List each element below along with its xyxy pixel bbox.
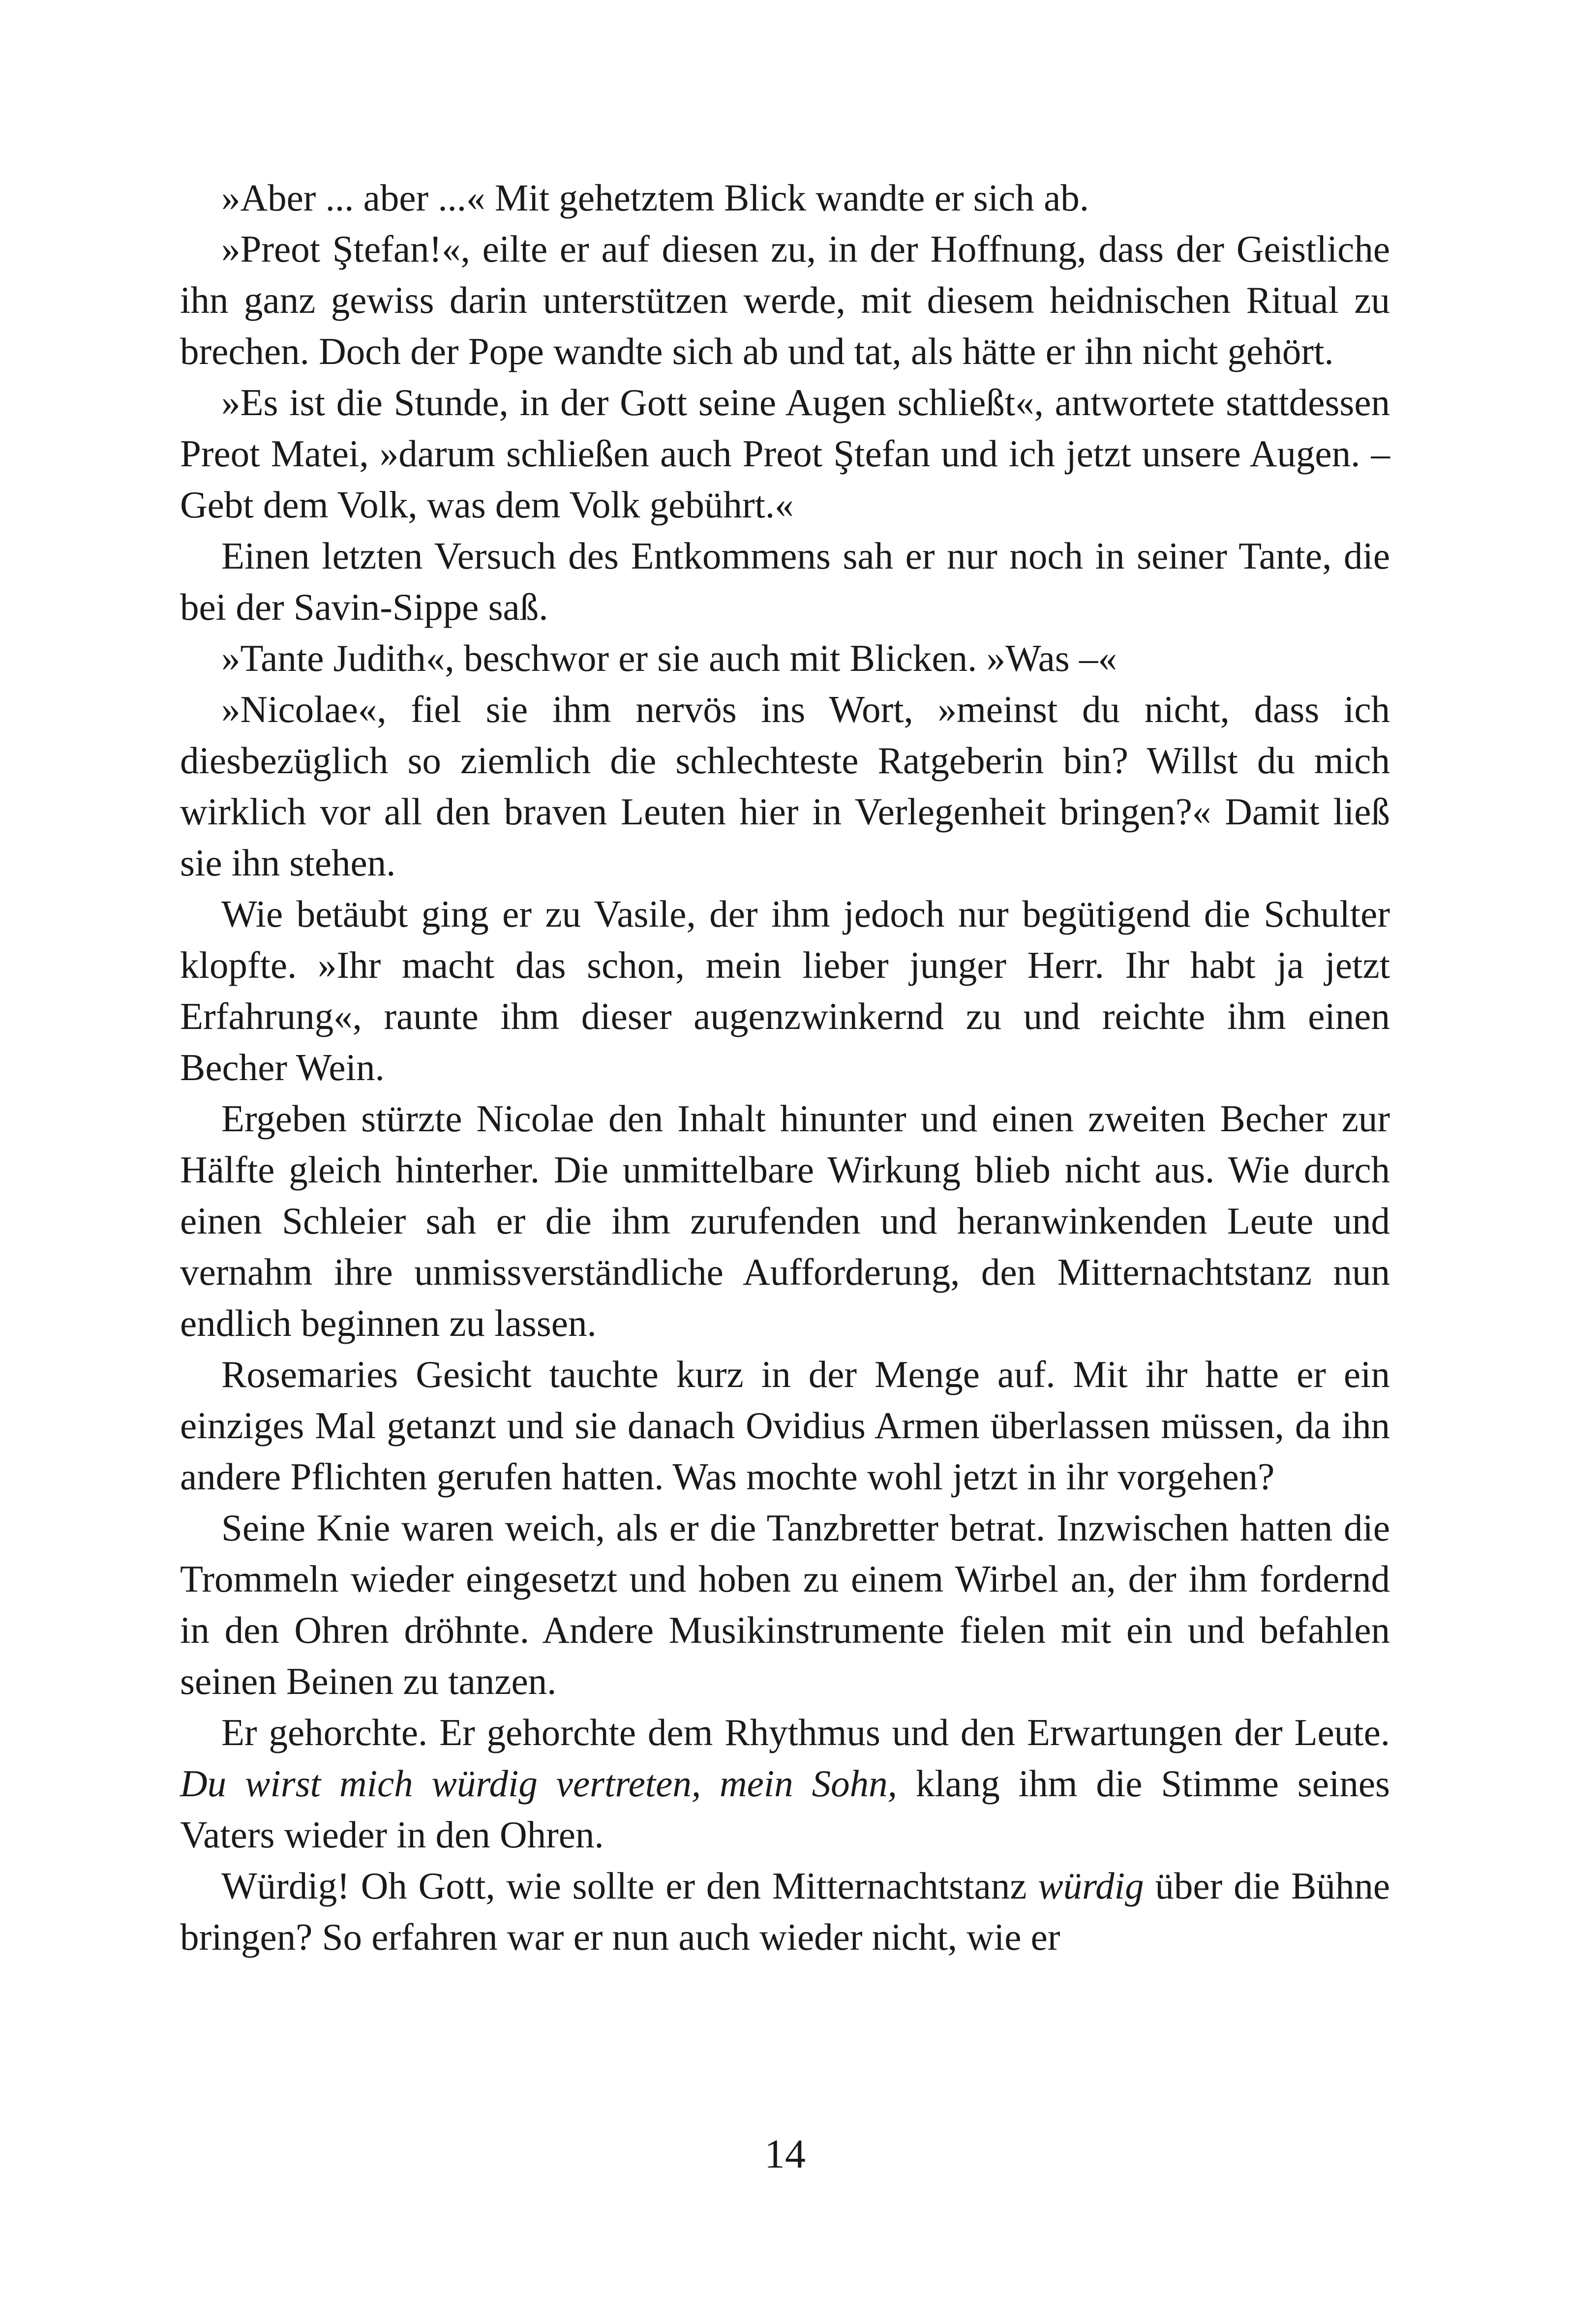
body-text [180, 172, 1390, 1962]
paragraph: »Aber ... aber ...« Mit gehetztem Blick wandte er sich ab. [221, 177, 1089, 219]
paragraph [180, 1860, 1390, 1962]
paragraph: »Nicolae«, fiel sie ihm nervös ins Wort, »meinst du nicht, dass ich diesbezüglich so ziemlich die schlechteste Ratgeberin bin? Willst du mich wirklich vor all den braven Leuten hier in Verlegenheit bringen?« Damit ließ sie ihn stehen. [180, 688, 1390, 884]
paragraph: Ergeben stürzte Nicolae den Inhalt hinunter und einen zweiten Becher zur Hälfte gleich hinterher. Die unmittelbare Wirkung blieb nicht aus. Wie durch einen Schleier sah er die ihm zurufenden und heranwinkenden Leute und vernahm ihre unmissverständliche Aufforderung, den Mitternachtstanz nun endlich beginnen zu lassen. [180, 1097, 1390, 1344]
italic-emphasis: würdig [1038, 1865, 1144, 1907]
paragraph: Rosemaries Gesicht tauchte kurz in der Menge auf. Mit ihr hatte er ein einziges Mal getanzt und sie danach Ovidius Armen überlassen müssen, da ihn andere Pflichten gerufen hatten. Was mochte wohl jetzt in ihr vorgehen? [180, 1353, 1390, 1498]
paragraph: Seine Knie waren weich, als er die Tanzbretter betrat. Inzwischen hatten die Trommeln wieder eingesetzt und hoben zu einem Wirbel an, der ihm fordernd in den Ohren dröhnte. Andere Musikinstrumente fielen mit ein und befahlen seinen Beinen zu tanzen. [180, 1507, 1390, 1702]
paragraph: »Es ist die Stunde, in der Gott seine Augen schließt«, antwortete stattdessen Preot Matei, »darum schließen auch Preot Ştefan und ich jetzt unsere Augen. – Gebt dem Volk, was dem Volk gebührt.« [180, 381, 1390, 526]
paragraph: Wie betäubt ging er zu Vasile, der ihm jedoch nur begütigend die Schulter klopfte. »Ihr macht das schon, mein lieber junger Herr. Ihr habt ja jetzt Erfahrung«, raunte ihm dieser augenzwinkernd zu und reichte ihm einen Becher Wein. [180, 893, 1390, 1088]
paragraph [180, 1707, 1390, 1860]
paragraph-text: klang ihm die Stimme seines Vaters wieder in den Ohren. [180, 1762, 1390, 1856]
paragraph-text: über die Bühne bringen? So erfahren war er nun auch wieder nicht, wie er [180, 1865, 1390, 1958]
paragraph: »Preot Ştefan!«, eilte er auf diesen zu, in der Hoffnung, dass der Geistliche ihn ganz gewiss darin unterstützen werde, mit diesem heidnischen Ritual zu brechen. Doch der Pope wandte sich ab und tat, als hätte er ihn nicht gehört. [180, 228, 1390, 372]
italic-quote: Du wirst mich würdig vertreten, mein Sohn, [180, 1762, 897, 1805]
paragraph: »Tante Judith«, beschwor er sie auch mit Blicken. »Was –« [221, 637, 1117, 679]
paragraph-text: Würdig! Oh Gott, wie sollte er den Mitternachtstanz [221, 1865, 1038, 1907]
paragraph-text: Er gehorchte. Er gehorchte dem Rhythmus und den Erwartungen der Leute. [221, 1711, 1390, 1753]
paragraph: Einen letzten Versuch des Entkommens sah er nur noch in seiner Tante, die bei der Savin-Sippe saß. [180, 535, 1390, 628]
page-number: 14 [764, 2131, 806, 2177]
